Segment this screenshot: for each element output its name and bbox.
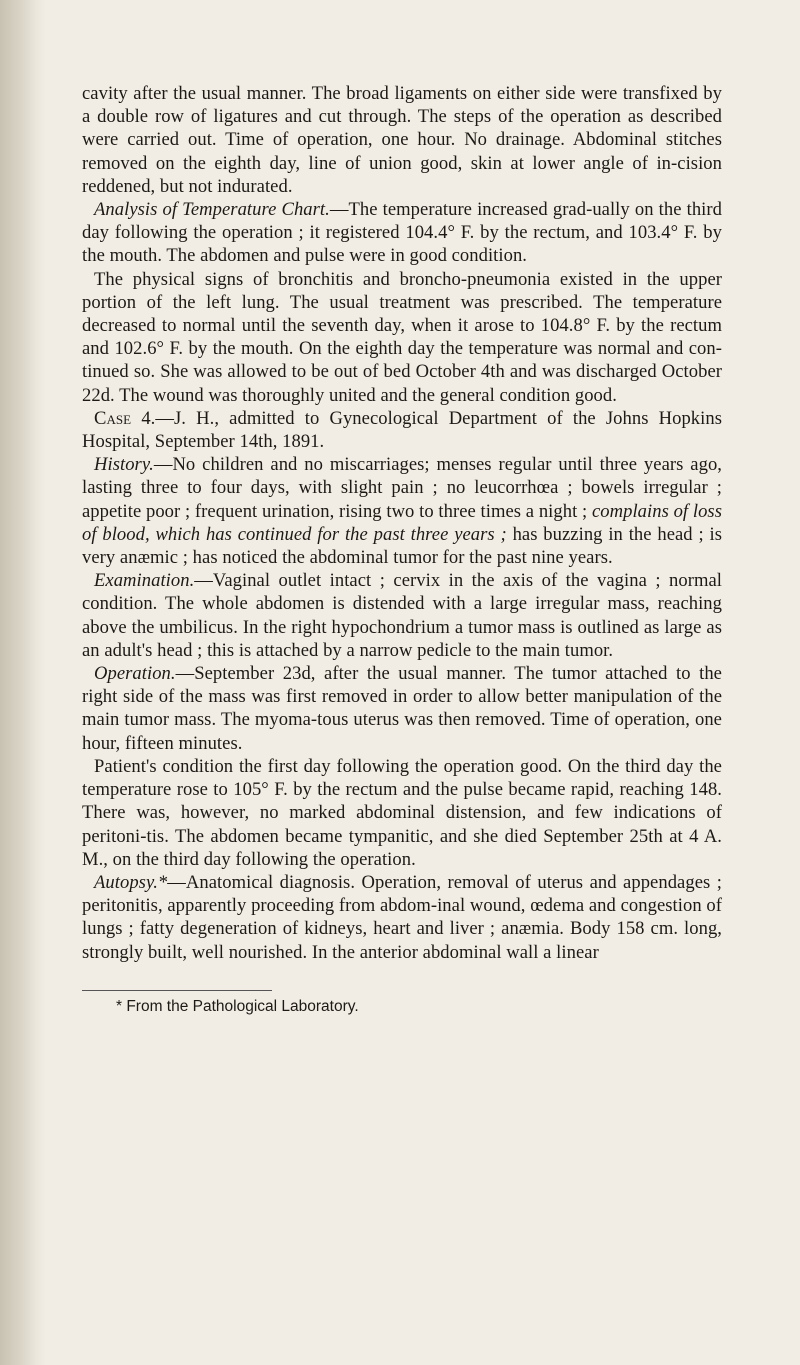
body-text: [82, 82, 722, 964]
page-edge-shadow: [0, 0, 46, 1365]
document-page: [82, 82, 722, 1017]
paragraph-text: —No children and no miscarriages; menses regular until three years ago, lasting three to four days, with slight pain ; no leucorrhœa ; bowels irregular ; appetite poor ; frequent urination, rising two to three times a night ;: [82, 454, 722, 522]
emphasized-text: complains of loss of blood, which has continued for the past three years ;: [82, 500, 722, 545]
paragraph-bronchitis: The physical signs of bronchitis and broncho-pneumonia existed in the upper portion of the left lung. The usual treatment was prescribed. The temperature decreased to normal until the seventh day, when it arose to 104.8° F. by the rectum and 102.6° F. by the mouth. On the eighth day the temperature was normal and con-tinued so. She was allowed to be out of bed October 4th and was discharged October 22d. The wound was thoroughly united and the general condition good.: [82, 268, 722, 406]
section-heading-operation: Operation.: [94, 663, 176, 685]
paragraph-text: —Vaginal outlet intact ; cervix in the axis of the vagina ; normal condition. The whole abdomen is distended with a large irregular mass, reaching above the umbilicus. In the right hypochondrium a tumor mass is outlined as large as an adult's head ; this is attached by a narrow pedicle to the main tumor.: [82, 570, 722, 661]
paragraph-text: —September 23d, after the usual manner. The tumor attached to the right side of the mass was first removed in order to allow better manipulation of the main tumor mass. The myoma-tous uterus was then removed. Time of operation, one hour, fifteen minutes.: [82, 663, 722, 754]
paragraph-autopsy: [82, 871, 722, 964]
paragraph-operation-continued: cavity after the usual manner. The broad ligaments on either side were transfixed by a double row of ligatures and cut through. The steps of the operation as described were carried out. Time of operation, one hour. No drainage. Abdominal stitches removed on the eighth day, line of union good, skin at lower angle of in-cision reddened, but not indurated.: [82, 83, 722, 197]
case-label: Case: [94, 407, 132, 429]
section-heading-examination: Examination.: [94, 570, 195, 592]
paragraph-temperature-analysis: [82, 198, 722, 268]
section-heading-history: History.: [94, 454, 154, 476]
paragraph-case-4: [82, 407, 722, 453]
paragraph-text: 4.—J. H., admitted to Gynecological Department of the Johns Hopkins Hospital, September 14th, 1891.: [82, 407, 722, 453]
paragraph-text: —The temperature increased grad-ually on the third day following the operation ; it registered 104.4° F. by the rectum, and 103.4° F. by the mouth. The abdomen and pulse were in good condition.: [82, 199, 722, 267]
paragraph-patient-condition: Patient's condition the first day following the operation good. On the third day the temperature rose to 105° F. by the rectum and the pulse became rapid, reaching 148. There was, however, no marked abdominal distension, and few indications of peritoni-tis. The abdomen became tympanitic, and she died September 25th at 4 A. M., on the third day following the operation.: [82, 755, 722, 870]
paragraph-text: has buzzing in the head ; is very anæmic ; has noticed the abdominal tumor for the past nine years.: [82, 523, 722, 569]
paragraph-history: [82, 453, 722, 569]
section-heading-autopsy: Autopsy.*: [94, 871, 168, 893]
paragraph-text: —Anatomical diagnosis. Operation, removal of uterus and appendages ; peritonitis, apparently proceeding from abdom-inal wound, œdema and congestion of lungs ; fatty degeneration of kidneys, heart and liver ; anæmia. Body 158 cm. long, strongly built, well nourished. In the anterior abdominal wall a linear: [82, 871, 722, 963]
section-heading-temperature-chart: Analysis of Temperature Chart.: [94, 199, 330, 221]
footnote-rule: [82, 990, 272, 991]
paragraph-operation: [82, 662, 722, 755]
footnote: * From the Pathological Laboratory.: [116, 997, 359, 1015]
paragraph-examination: [82, 569, 722, 662]
